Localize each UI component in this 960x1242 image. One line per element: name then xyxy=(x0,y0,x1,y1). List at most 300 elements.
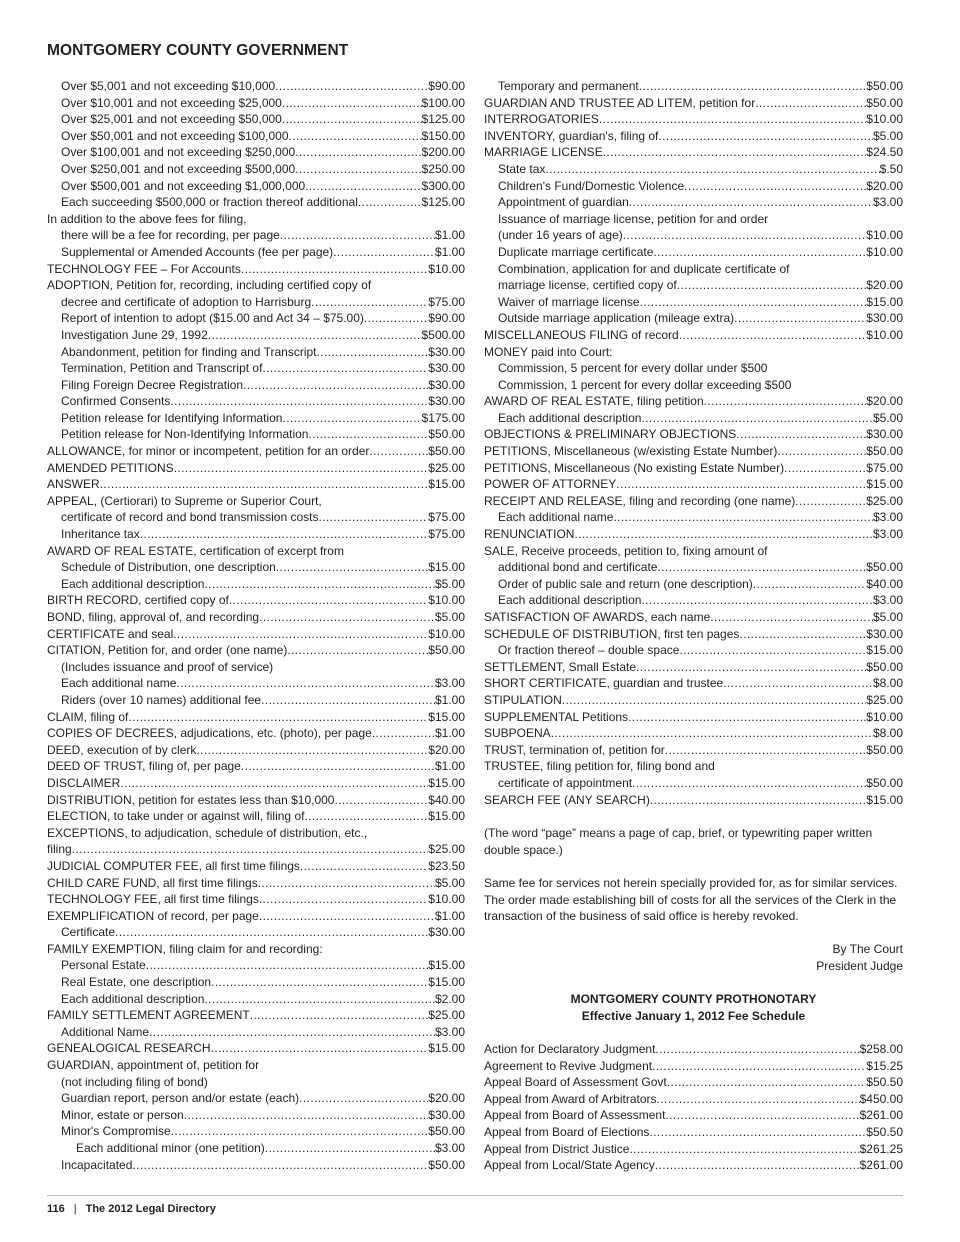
fee-amount: $300.00 xyxy=(421,178,465,193)
fee-amount: $10.00 xyxy=(866,327,903,342)
dot-leader xyxy=(261,692,435,709)
fee-row xyxy=(484,493,903,510)
fee-amount: $1.00 xyxy=(434,908,465,923)
dot-leader xyxy=(784,460,866,477)
page-definition-note: (The word “page” means a page of cap, brief, or typewriting paper written double space.) xyxy=(484,826,873,857)
fee-amount: $50.00 xyxy=(866,775,903,790)
fee-row xyxy=(484,327,903,344)
fee-amount: $10.00 xyxy=(866,228,903,243)
fee-label: INTERROGATORIES xyxy=(484,112,599,127)
fee-label: RENUNCIATION xyxy=(484,527,575,542)
fee-amount: $15.00 xyxy=(428,477,465,492)
fee-row xyxy=(484,344,903,361)
fee-row xyxy=(484,642,903,659)
fee-row xyxy=(47,1123,465,1140)
fee-amount: $261.25 xyxy=(859,1141,903,1156)
dot-leader xyxy=(613,509,873,526)
fee-amount: $50.00 xyxy=(866,742,903,757)
fee-row xyxy=(47,1057,465,1074)
dot-leader xyxy=(652,1058,866,1075)
fee-amount: $90.00 xyxy=(428,79,465,93)
fee-label: decree and certificate of adoption to Harrisburg xyxy=(61,294,312,309)
dot-leader xyxy=(677,277,867,294)
fee-amount: $20.00 xyxy=(866,394,903,409)
dot-leader xyxy=(304,808,428,825)
fee-label: TRUST, termination of, petition for xyxy=(484,742,665,757)
fee-label: DISTRIBUTION, petition for estates less than $10,000 xyxy=(47,792,335,807)
fee-amount: $5.00 xyxy=(434,875,465,890)
fee-amount: $15.00 xyxy=(428,975,465,990)
fee-label: FAMILY SETTLEMENT AGREEMENT xyxy=(47,1008,250,1023)
signature-by-court: By The Court xyxy=(832,942,903,956)
fee-amount: $.50 xyxy=(879,161,903,176)
dot-leader xyxy=(667,1074,867,1091)
fee-row xyxy=(484,509,903,526)
fee-amount: $10.00 xyxy=(428,593,465,608)
fee-label: (under 16 years of age) xyxy=(498,228,623,243)
fee-label: ELECTION, to take under or against will, filing of xyxy=(47,809,305,824)
fee-amount: $30.00 xyxy=(428,394,465,409)
fee-row xyxy=(47,95,465,112)
dot-leader xyxy=(655,1157,860,1174)
fee-amount: $25.00 xyxy=(866,493,903,508)
fee-row xyxy=(484,1058,903,1075)
fee-label: TRUSTEE, filing petition for, filing bond and xyxy=(484,759,715,774)
fee-row xyxy=(484,576,903,593)
dot-leader xyxy=(171,1123,429,1140)
fee-label: PETITIONS, Miscellaneous (No existing Estate Number) xyxy=(484,460,785,475)
fee-row xyxy=(484,1141,903,1158)
dot-leader xyxy=(551,725,873,742)
dot-leader xyxy=(317,344,429,361)
fee-row xyxy=(47,659,465,676)
fee-amount: $40.00 xyxy=(428,792,465,807)
dot-leader xyxy=(629,194,873,211)
fee-amount: $50.00 xyxy=(866,95,903,110)
dot-leader xyxy=(140,526,429,543)
dot-leader xyxy=(795,493,866,510)
fee-amount: $50.00 xyxy=(428,444,465,459)
fee-label: Temporary and permanent xyxy=(498,79,639,93)
fee-row xyxy=(47,1024,465,1041)
fee-row xyxy=(47,592,465,609)
fee-row xyxy=(47,825,465,842)
fee-amount: $125.00 xyxy=(421,112,465,127)
fee-row xyxy=(484,675,903,692)
dot-leader xyxy=(259,609,435,626)
dot-leader xyxy=(753,576,866,593)
fee-label: Abandonment, petition for finding and Transcript xyxy=(61,344,317,359)
dot-leader xyxy=(295,144,421,161)
fee-label: JUDICIAL COMPUTER FEE, all first time filings xyxy=(47,858,300,873)
fee-row xyxy=(47,841,465,858)
fee-row xyxy=(47,426,465,443)
fee-row xyxy=(47,476,465,493)
fee-row xyxy=(484,1041,903,1058)
fee-label: Petition release for Non-Identifying Information xyxy=(61,427,309,442)
fee-row xyxy=(47,178,465,195)
dot-leader xyxy=(679,642,866,659)
fee-label: APPEAL, (Certiorari) to Supreme or Superior Court, xyxy=(47,493,322,508)
dot-leader xyxy=(208,327,422,344)
fee-label: Schedule of Distribution, one description xyxy=(61,560,276,575)
fee-amount: $90.00 xyxy=(428,311,465,326)
fee-amount: $30.00 xyxy=(428,344,465,359)
fee-label: Appeal from Board of Elections xyxy=(484,1124,650,1139)
fee-row xyxy=(484,310,903,327)
prothonotary-heading xyxy=(484,991,903,1024)
dot-leader xyxy=(128,709,428,726)
dot-leader xyxy=(665,1107,859,1124)
fee-row xyxy=(484,559,903,576)
fee-amount: $10.00 xyxy=(866,709,903,724)
fee-label: Guardian report, person and/or estate (each) xyxy=(61,1091,300,1106)
fee-label: additional bond and certificate xyxy=(498,560,658,575)
dot-leader xyxy=(545,161,879,178)
fee-row xyxy=(47,509,465,526)
fee-row xyxy=(47,775,465,792)
fee-row xyxy=(47,941,465,958)
fee-row xyxy=(47,261,465,278)
fee-amount: $1.00 xyxy=(434,228,465,243)
fee-row xyxy=(47,410,465,427)
prothonotary-fee-list xyxy=(484,1041,903,1174)
dot-leader xyxy=(639,78,867,95)
fee-label: CHILD CARE FUND, all first time filings xyxy=(47,875,258,890)
fee-row xyxy=(47,875,465,892)
dot-leader xyxy=(282,95,422,112)
fee-row xyxy=(484,128,903,145)
fee-amount: $15.00 xyxy=(428,1041,465,1056)
dot-leader xyxy=(173,626,428,643)
dot-leader xyxy=(241,261,428,278)
fee-amount: $250.00 xyxy=(421,161,465,176)
dot-leader xyxy=(636,659,866,676)
fee-row xyxy=(47,78,465,95)
dot-leader xyxy=(632,775,866,792)
dot-leader xyxy=(562,692,867,709)
fee-amount: $15.00 xyxy=(866,294,903,309)
page-number: 116 xyxy=(47,1203,65,1215)
fee-label: CITATION, Petition for, and order (one name) xyxy=(47,643,288,658)
fee-amount: $15.00 xyxy=(866,643,903,658)
fee-label: MISCELLANEOUS FILING of record xyxy=(484,327,679,342)
fee-amount: $15.00 xyxy=(866,477,903,492)
dot-leader xyxy=(276,559,429,576)
dot-leader xyxy=(333,244,435,261)
fee-amount: $30.00 xyxy=(866,427,903,442)
dot-leader xyxy=(777,443,866,460)
fee-label: Commission, 5 percent for every dollar under $500 xyxy=(498,361,768,376)
fee-row xyxy=(47,211,465,228)
dot-leader xyxy=(300,858,428,875)
fee-row xyxy=(47,858,465,875)
fee-row xyxy=(484,443,903,460)
dot-leader xyxy=(650,792,866,809)
fee-label: Minor, estate or person xyxy=(61,1107,184,1122)
fee-label: In addition to the above fees for filing, xyxy=(47,211,247,226)
fee-label: Duplicate marriage certificate xyxy=(498,244,654,259)
fee-row xyxy=(484,659,903,676)
fee-label: Each additional description xyxy=(498,593,642,608)
fee-amount: $20.00 xyxy=(866,178,903,193)
fee-row xyxy=(47,111,465,128)
dot-leader xyxy=(305,178,421,195)
fee-label: ALLOWANCE, for minor or incompetent, petition for an order xyxy=(47,444,370,459)
dot-leader xyxy=(146,957,429,974)
fee-label: Minor's Compromise xyxy=(61,1124,171,1139)
fee-amount: $20.00 xyxy=(428,742,465,757)
dot-leader xyxy=(243,377,428,394)
fee-row xyxy=(47,294,465,311)
dot-leader xyxy=(755,95,866,112)
fee-row xyxy=(47,642,465,659)
fee-row xyxy=(47,327,465,344)
dot-leader xyxy=(655,1041,859,1058)
fee-row xyxy=(484,775,903,792)
fee-row xyxy=(47,277,465,294)
dot-leader xyxy=(280,227,435,244)
fee-row xyxy=(484,692,903,709)
fee-row xyxy=(47,1157,465,1174)
fee-label: Each additional name xyxy=(498,510,614,525)
fee-label: Each additional minor (one petition) xyxy=(76,1141,265,1155)
dot-leader xyxy=(603,144,867,161)
fee-label: BOND, filing, approval of, and recording xyxy=(47,610,260,624)
fee-label: DEED, execution of by clerk xyxy=(47,742,197,757)
fee-label: certificate of appointment xyxy=(498,775,633,790)
fee-label: OBJECTIONS & PRELIMINARY OBJECTIONS xyxy=(484,427,737,442)
fee-amount: $100.00 xyxy=(421,95,465,110)
fee-amount: $50.00 xyxy=(428,1124,465,1139)
fee-row xyxy=(484,377,903,394)
fee-label: Children's Fund/Domestic Violence xyxy=(498,178,685,193)
fee-amount: $175.00 xyxy=(421,410,465,425)
fee-label: Filing Foreign Decree Registration xyxy=(61,377,244,392)
fee-row xyxy=(484,609,903,626)
fee-label: Outside marriage application (mileage extra) xyxy=(498,311,735,326)
fee-row xyxy=(47,1140,465,1157)
fee-label: Agreement to Revive Judgment xyxy=(484,1058,653,1073)
fee-amount: $30.00 xyxy=(866,626,903,641)
dot-leader xyxy=(679,327,867,344)
fee-label: SEARCH FEE (ANY SEARCH) xyxy=(484,792,650,807)
dot-leader xyxy=(196,742,428,759)
fee-row xyxy=(47,161,465,178)
page-footer xyxy=(47,1203,216,1215)
fee-label: Confirmed Consents xyxy=(61,394,171,409)
fee-label: Over $50,001 and not exceeding $100,000 xyxy=(61,128,289,143)
fee-amount: $5.00 xyxy=(434,576,465,591)
fee-row xyxy=(484,592,903,609)
fee-row xyxy=(484,294,903,311)
fee-label: CLAIM, filing of xyxy=(47,709,129,724)
fee-amount: $75.00 xyxy=(428,527,465,542)
fee-row xyxy=(47,1040,465,1057)
fee-label: Real Estate, one description xyxy=(61,975,212,990)
fee-row xyxy=(47,1074,465,1091)
fee-row xyxy=(47,227,465,244)
fee-row xyxy=(47,543,465,560)
same-fee-note: Same fee for services not herein specially provided for, as for similar services. The order made establishing bill of costs for all the services of the Clerk in the transaction of the business of said office is hereby revoked. xyxy=(484,876,898,924)
fee-row xyxy=(47,360,465,377)
fee-label: Each succeeding $500,000 or fraction thereof additional xyxy=(61,195,358,210)
dot-leader xyxy=(653,244,866,261)
fee-row xyxy=(484,227,903,244)
footer-divider xyxy=(47,1195,903,1196)
fee-label: Over $25,001 and not exceeding $50,000 xyxy=(61,112,282,127)
prothonotary-subtitle: Effective January 1, 2012 Fee Schedule xyxy=(581,1008,806,1023)
fee-label: Commission, 1 percent for every dollar exceeding $500 xyxy=(498,377,792,392)
fee-label: Supplemental or Amended Accounts (fee per page) xyxy=(61,244,334,259)
fee-amount: $8.00 xyxy=(872,676,903,691)
dot-leader xyxy=(364,310,428,327)
fee-amount: $5.00 xyxy=(434,610,465,624)
fee-amount: $20.00 xyxy=(428,1091,465,1106)
fee-amount: $30.00 xyxy=(428,377,465,392)
fee-amount: $25.00 xyxy=(866,692,903,707)
fee-amount: $50.00 xyxy=(428,1157,465,1172)
fee-row xyxy=(47,675,465,692)
fee-label: Order of public sale and return (one description) xyxy=(498,576,753,591)
dot-leader xyxy=(684,178,866,195)
dot-leader xyxy=(334,792,428,809)
fee-label: Waiver of marriage license xyxy=(498,294,640,309)
fee-label: RECEIPT AND RELEASE, filing and recording (one name) xyxy=(484,493,796,508)
fee-label: Appeal from Award of Arbitrators xyxy=(484,1091,657,1106)
fee-label: Appointment of guardian xyxy=(498,195,629,210)
dot-leader xyxy=(704,393,867,410)
fee-row xyxy=(484,1124,903,1141)
fee-row xyxy=(47,1007,465,1024)
dot-leader xyxy=(262,360,428,377)
fee-label: Over $5,001 and not exceeding $10,000 xyxy=(61,79,276,93)
signature-block xyxy=(484,941,903,974)
fee-amount: $15.25 xyxy=(866,1058,903,1073)
dot-leader xyxy=(176,675,435,692)
fee-row xyxy=(484,758,903,775)
dot-leader xyxy=(318,509,428,526)
fee-amount: $10.00 xyxy=(428,261,465,276)
fee-label: SCHEDULE OF DISTRIBUTION, first ten pages xyxy=(484,626,740,641)
dot-leader xyxy=(308,426,428,443)
fee-amount: $5.00 xyxy=(872,128,903,143)
fee-row xyxy=(47,493,465,510)
fee-row xyxy=(484,1091,903,1108)
fee-amount: $15.00 xyxy=(866,792,903,807)
dot-leader xyxy=(259,891,428,908)
fee-label: Appeal from District Justice xyxy=(484,1141,630,1156)
fee-row xyxy=(484,244,903,261)
fee-row xyxy=(484,792,903,809)
fee-label: there will be a fee for recording, per page xyxy=(61,228,280,243)
fee-label: EXCEPTIONS, to adjudication, schedule of distribution, etc., xyxy=(47,825,368,840)
fee-row xyxy=(47,1090,465,1107)
fee-row xyxy=(47,725,465,742)
fee-amount: $3.00 xyxy=(872,527,903,542)
fee-amount: $3.00 xyxy=(434,676,465,691)
fee-label: Issuance of marriage license, petition for and order xyxy=(498,211,769,226)
dot-leader xyxy=(629,1141,859,1158)
dot-leader xyxy=(204,991,435,1008)
prothonotary-title: MONTGOMERY COUNTY PROTHONOTARY xyxy=(570,992,817,1006)
fee-label: Termination, Petition and Transcript of xyxy=(61,361,263,376)
fee-amount: $25.00 xyxy=(428,842,465,857)
fee-row xyxy=(47,460,465,477)
fee-label: (not including filing of bond) xyxy=(61,1074,208,1089)
fee-amount: $50.00 xyxy=(428,643,465,658)
fee-amount: $50.00 xyxy=(428,427,465,442)
left-fee-column xyxy=(47,78,465,1173)
fee-label: Additional Name xyxy=(61,1024,150,1039)
fee-label: TECHNOLOGY FEE, all first time filings xyxy=(47,892,259,907)
fee-label: DEED OF TRUST, filing of, per page xyxy=(47,759,241,774)
fee-row xyxy=(47,244,465,261)
fee-row xyxy=(484,1107,903,1124)
fee-amount: $30.00 xyxy=(428,361,465,376)
fee-label: GUARDIAN, appointment of, petition for xyxy=(47,1058,260,1073)
dot-leader xyxy=(665,742,867,759)
fee-row xyxy=(47,144,465,161)
dot-leader xyxy=(623,227,867,244)
fee-label: SETTLEMENT, Small Estate xyxy=(484,659,637,674)
fee-amount: $1.00 xyxy=(434,726,465,741)
fee-amount: $10.00 xyxy=(866,244,903,259)
fee-row xyxy=(47,808,465,825)
fee-amount: $150.00 xyxy=(421,128,465,143)
fee-amount: $25.00 xyxy=(428,1008,465,1023)
fee-amount: $500.00 xyxy=(421,327,465,342)
dot-leader xyxy=(241,758,435,775)
page-title: MONTGOMERY COUNTY GOVERNMENT xyxy=(47,42,349,59)
dot-leader xyxy=(657,1091,860,1108)
fee-row xyxy=(47,344,465,361)
dot-leader xyxy=(250,1007,429,1024)
dot-leader xyxy=(649,1124,866,1141)
fee-row xyxy=(47,443,465,460)
fee-label: COPIES OF DECREES, adjudications, etc. (photo), per page xyxy=(47,726,372,741)
fee-row xyxy=(47,709,465,726)
fee-row xyxy=(484,410,903,427)
dot-leader xyxy=(574,526,873,543)
fee-row xyxy=(47,924,465,941)
fee-row xyxy=(47,974,465,991)
fee-row xyxy=(47,908,465,925)
fee-row xyxy=(47,194,465,211)
dot-leader xyxy=(372,725,435,742)
fee-row xyxy=(484,95,903,112)
dot-leader xyxy=(289,128,422,145)
fee-label: TECHNOLOGY FEE – For Accounts xyxy=(47,261,241,276)
fee-row xyxy=(47,526,465,543)
dot-leader xyxy=(149,1024,435,1041)
fee-label: Over $250,001 and not exceeding $500,000 xyxy=(61,161,296,176)
dot-leader xyxy=(115,924,428,941)
dot-leader xyxy=(710,609,873,626)
fee-amount: $5.00 xyxy=(872,410,903,425)
fee-label: Each additional description xyxy=(61,576,205,591)
fee-row xyxy=(484,144,903,161)
fee-amount: $3.00 xyxy=(872,510,903,525)
fee-row xyxy=(484,78,903,95)
fee-label: Petition release for Identifying Information xyxy=(61,410,283,425)
fee-row xyxy=(47,1107,465,1124)
dot-leader xyxy=(287,642,428,659)
fee-amount: $50.00 xyxy=(866,79,903,93)
fee-amount: $1.00 xyxy=(434,692,465,707)
fee-label: POWER OF ATTORNEY xyxy=(484,477,617,492)
dot-leader xyxy=(299,1090,428,1107)
